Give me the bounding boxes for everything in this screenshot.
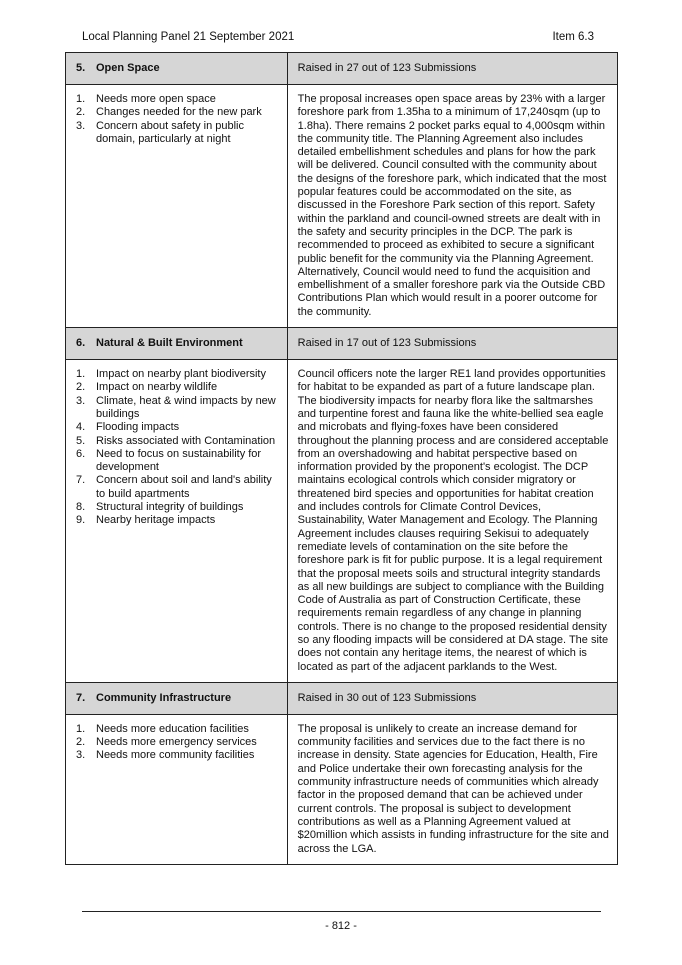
list-item xyxy=(76,93,280,106)
list-item-text: Risks associated with Contamination xyxy=(96,434,276,447)
list-item xyxy=(76,749,280,762)
response-text: Council officers note the larger RE1 land provides opportunities for habitat to be expanded as part of a future landscape plan. The biodiversity impacts for nearby flora like the saltmarshes and turpentine forest and fauna like the white-bellied sea eagle and microbats and flying-foxes have been considered throughout the planning process and are considered acceptable from an overshadowing and habitat perspective based on information provided by the proponent's ecologist. The DCP maintains ecological controls which consider migratory or threatened bird species and opportunities for habitat creation and includes controls for Climate Control Devices, Sustainability, Water Management and Ecology. The Planning Agreement includes clauses requiring Sekisui to adequately remediate levels of contamination on the site before the foreshore park is fit for public purpose. It is a legal requirement that the proposal meets soils and structural integrity standards as all new buildings are subject to compliance with the Building Code of Australia as part of Construction Certificate, these requirements remain regardless of any change in planning controls. There is no change to the proposed residential density so any flooding impacts will be considered at DA stage. The site does not contain any heritage items, the nearest of which is located as part of the adjacent parklands to the West. xyxy=(297,368,609,673)
list-item-number: 6. xyxy=(76,447,86,460)
list-item-number: 1. xyxy=(76,722,86,735)
section-title: Community Infrastructure xyxy=(96,691,232,704)
section-header-row xyxy=(66,328,618,360)
list-item-text: Impact on nearby wildlife xyxy=(96,381,218,394)
list-item xyxy=(76,514,280,527)
page-number: - 812 - xyxy=(325,920,357,932)
section-number: 7. xyxy=(76,691,86,704)
response-cell xyxy=(287,360,617,683)
section-title: Open Space xyxy=(96,62,160,74)
response-cell xyxy=(287,85,617,328)
list-item-number: 2. xyxy=(76,736,86,749)
list-item-text: Impact on nearby plant biodiversity xyxy=(96,368,266,381)
list-item-number: 1. xyxy=(76,93,86,105)
list-item-text: Flooding impacts xyxy=(96,421,180,434)
section-header-row xyxy=(66,682,618,714)
list-item-text: Changes needed for the new park xyxy=(96,106,262,119)
list-item-number: 3. xyxy=(76,749,86,762)
issues-list xyxy=(76,723,280,763)
list-item-number: 2. xyxy=(76,381,86,394)
issues-cell xyxy=(66,360,288,683)
issues-cell xyxy=(66,85,288,328)
list-item-number: 3. xyxy=(76,119,86,132)
section-submissions-count: Raised in 27 out of 123 Submissions xyxy=(287,53,617,85)
issues-cell xyxy=(66,714,288,864)
response-cell xyxy=(287,714,617,864)
list-item-text: Structural integrity of buildings xyxy=(96,501,244,514)
issues-list xyxy=(76,368,280,528)
issues-list xyxy=(76,93,280,146)
list-item xyxy=(76,723,280,736)
list-item-text: Need to focus on sustainability for development xyxy=(96,447,262,474)
section-title-cell xyxy=(66,682,288,714)
section-body-row xyxy=(66,360,618,683)
list-item-text: Needs more open space xyxy=(96,93,216,105)
section-submissions-count: Raised in 30 out of 123 Submissions xyxy=(287,682,617,714)
list-item-text: Needs more community facilities xyxy=(96,749,255,762)
list-item-number: 9. xyxy=(76,514,86,527)
list-item xyxy=(76,501,280,514)
list-item-number: 8. xyxy=(76,501,86,514)
list-item-number: 4. xyxy=(76,421,86,434)
section-title-cell xyxy=(66,53,288,85)
list-item-number: 2. xyxy=(76,106,86,119)
page-header xyxy=(82,31,594,43)
list-item xyxy=(76,381,280,394)
section-body-row xyxy=(66,714,618,864)
list-item-text: Needs more education facilities xyxy=(96,722,249,735)
list-item-text: Concern about soil and land's ability to build apartments xyxy=(96,474,272,500)
response-text: The proposal is unlikely to create an increase demand for community facilities and services due to the fact there is no increase in density. State agencies for Education, Health, Fire and Police undertake their own forecasting analysis for the community infrastructure needs of communities which already factor in the proposed demand that can be achieved under current controls. The proposal is subject to development contributions as well as a Planning Agreement valued at $20million which assists in funding infrastructure for the site and across the LGA. xyxy=(297,722,609,855)
list-item xyxy=(76,435,280,448)
list-item xyxy=(76,448,280,475)
list-item-number: 3. xyxy=(76,394,86,407)
section-number: 5. xyxy=(76,62,86,74)
section-header-row xyxy=(66,53,618,85)
list-item-text: Needs more emergency services xyxy=(96,736,257,749)
list-item-text: Climate, heat & wind impacts by new buildings xyxy=(96,394,276,420)
list-item-text: Nearby heritage impacts xyxy=(96,514,216,527)
list-item-number: 5. xyxy=(76,434,86,447)
list-item xyxy=(76,474,280,501)
list-item-text: Concern about safety in public domain, particularly at night xyxy=(96,119,244,145)
list-item xyxy=(76,421,280,434)
list-item xyxy=(76,106,280,119)
list-item xyxy=(76,736,280,749)
header-item-number: Item 6.3 xyxy=(552,31,594,43)
response-text: The proposal increases open space areas by 23% with a larger foreshore park from 1.35ha to a minimum of 17,240sqm (up to 1.8ha). There remains 2 pocket parks equal to 4,000sqm within the community title. The Planning Agreement also includes detailed embellishment schedules and plans for how the park will be delivered. Council consulted with the community about the designs of the foreshore park, which indicated that the most popular features could be accommodated on the site, as discussed in the Foreshore Park section of this report. Safety within the parkland and council-owned streets are dealt with in the safety and security principles in the DCP. The park is recommended to proceed as exhibited to secure a significant public benefit for the community via the Planning Agreement. Alternatively, Council would need to fund the acquisition and embellishment of a smaller foreshore park via the Outside CBD Contributions Plan which would result in a poorer outcome for the community. xyxy=(297,93,607,318)
list-item-number: 7. xyxy=(76,474,86,487)
section-title-cell xyxy=(66,328,288,360)
section-body-row xyxy=(66,85,618,328)
submissions-table xyxy=(65,52,618,865)
section-number: 6. xyxy=(76,337,86,350)
section-title: Natural & Built Environment xyxy=(96,337,243,350)
list-item-number: 1. xyxy=(76,368,86,381)
header-meeting-date: Local Planning Panel 21 September 2021 xyxy=(82,31,295,43)
list-item xyxy=(76,395,280,422)
footer-divider xyxy=(82,911,601,912)
section-submissions-count: Raised in 17 out of 123 Submissions xyxy=(287,328,617,360)
list-item xyxy=(76,120,280,147)
list-item xyxy=(76,368,280,381)
